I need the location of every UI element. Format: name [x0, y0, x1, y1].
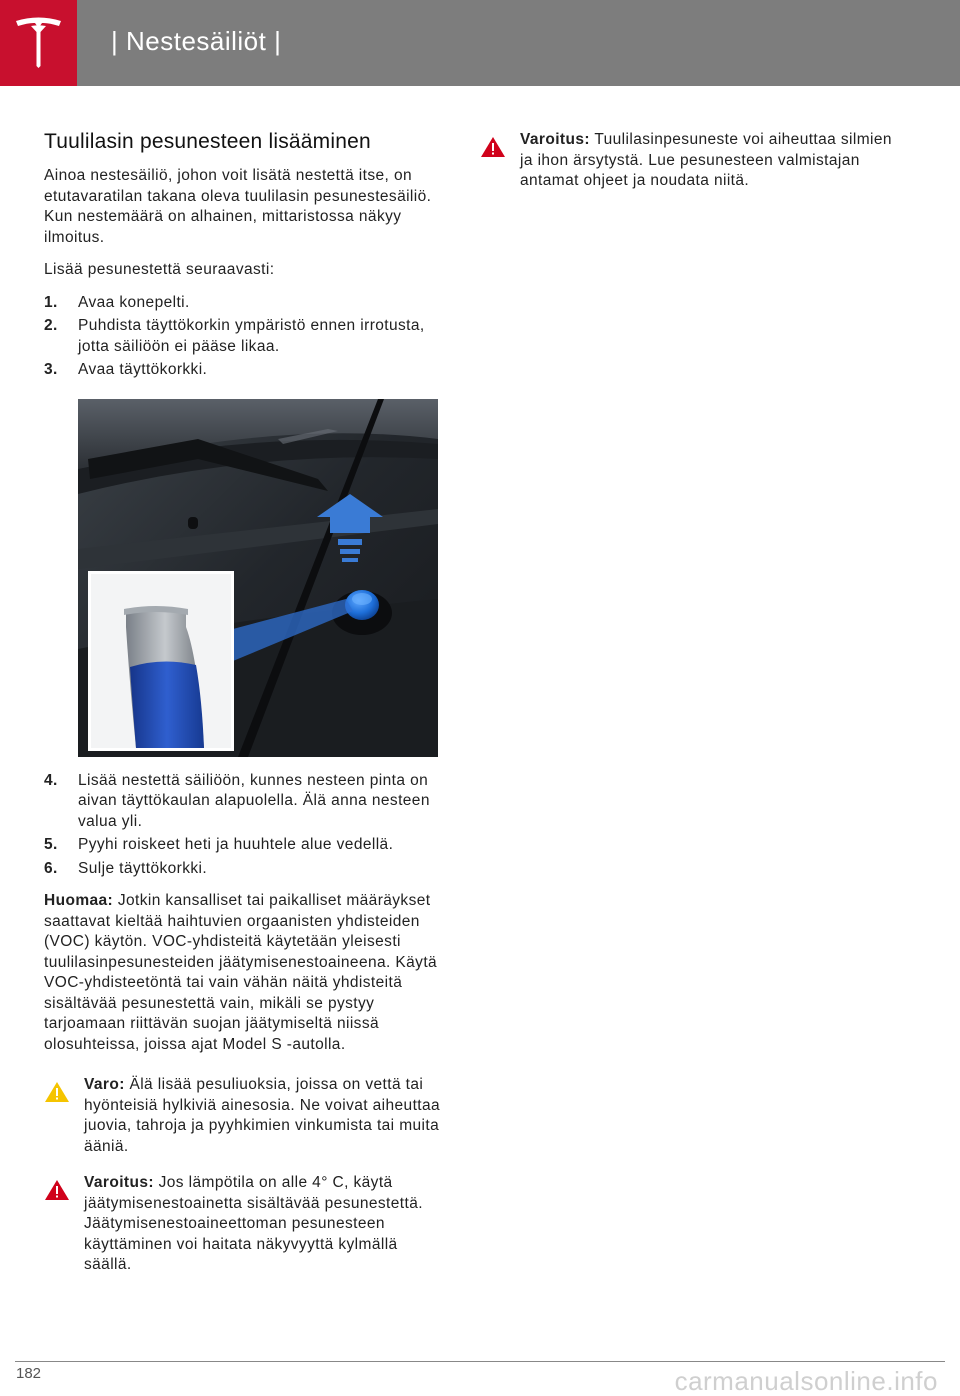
step-text: Pyyhi roiskeet heti ja huuhtele alue vedellä. [78, 836, 394, 853]
lead-paragraph: Lisää pesunestettä seuraavasti: [44, 261, 275, 278]
step-text: Lisää nestettä säiliöön, kunnes nesteen pinta on aivan täyttökaulan alapuolella. Älä anna nesteen valua yli. [78, 771, 430, 830]
list-item [44, 835, 442, 856]
step-text: Sulje täyttökorkki. [78, 859, 208, 877]
step-number: 5. [44, 836, 58, 853]
list-item [44, 293, 442, 314]
list-item [44, 771, 442, 833]
brand-logo-box [0, 0, 77, 86]
step-text: Avaa täyttökorkki. [78, 361, 208, 378]
caution-triangle-icon [44, 1081, 70, 1103]
step-number: 3. [44, 361, 58, 378]
list-item [44, 859, 442, 880]
step-number: 4. [44, 771, 58, 789]
warning-label: Varoitus: [520, 131, 590, 148]
tesla-logo-icon [14, 16, 63, 68]
warning-text: Tuulilasinpesuneste voi aiheuttaa silmien ja ihon ärsytystä. Lue pesunesteen valmistajan antamat ohjeet ja noudata niitä. [520, 131, 892, 189]
caution-label: Varo: [84, 1076, 125, 1093]
step-number: 6. [44, 859, 58, 877]
warning-callout-right [480, 130, 900, 192]
section-title: Tuulilasin pesunesteen lisääminen [44, 130, 371, 153]
list-item [44, 360, 442, 381]
footer-divider [15, 1361, 945, 1362]
warning-callout [44, 1173, 442, 1276]
watermark: carmanualsonline.info [674, 1366, 938, 1396]
page-header [0, 0, 960, 86]
header-title: | Nestesäiliöt | [111, 26, 282, 56]
steps-list-second [44, 771, 442, 880]
steps-list-first [44, 293, 442, 381]
warning-label: Varoitus: [84, 1174, 154, 1191]
note-text: Jotkin kansalliset tai paikalliset määräykset saattavat kieltää haihtuvien orgaanisten yhdisteiden (VOC) käytön. VOC-yhdisteitä käytetään yleisesti tuulilasinpesunesteiden jäätymisenestoaineena. Käytä VOC-yhdisteetöntä tai vain vähän näitä yhdisteitä sisältävää pesunestettä vain, mikäli se pystyy tarjoamaan riittävän suojan jäätymiseltä niissä olosuhteissa, joissa ajat Model S -autolla. [44, 892, 438, 1053]
note-label: Huomaa: [44, 892, 114, 909]
page-number: 182 [16, 1365, 42, 1382]
step-number: 1. [44, 293, 58, 311]
caution-callout [44, 1075, 442, 1157]
list-item [44, 316, 442, 357]
washer-reservoir-illustration [78, 399, 438, 757]
warning-triangle-icon [44, 1179, 70, 1201]
step-number: 2. [44, 317, 58, 334]
note-paragraph [44, 891, 442, 1055]
left-column [44, 130, 442, 1276]
warning-triangle-icon [480, 136, 506, 158]
step-text: Puhdista täyttökorkin ympäristö ennen irrotusta, jotta säiliöön ei pääse likaa. [78, 317, 425, 355]
step-text: Avaa konepelti. [78, 293, 190, 311]
caution-text: Älä lisää pesuliuoksia, joissa on vettä tai hyönteisiä hylkiviä ainesosia. Ne voivat aiheuttaa juovia, tahroja ja pyyhkimien vinkumista tai muita ääniä. [84, 1076, 441, 1155]
intro-paragraph: Ainoa nestesäiliö, johon voit lisätä nestettä itse, on etutavaratilan takana oleva tuulilasin pesunestesäiliö. Kun nestemäärä on alhainen, mittaristossa näkyy ilmoitus. [44, 167, 432, 246]
warning-text: Jos lämpötila on alle 4° C, käytä jäätymisenestoainetta sisältävää pesunestettä. Jäätymisenestoaineettoman pesunesteen käyttäminen voi haitata näkyvyyttä kylmällä säällä. [84, 1174, 423, 1273]
right-column [480, 130, 900, 192]
